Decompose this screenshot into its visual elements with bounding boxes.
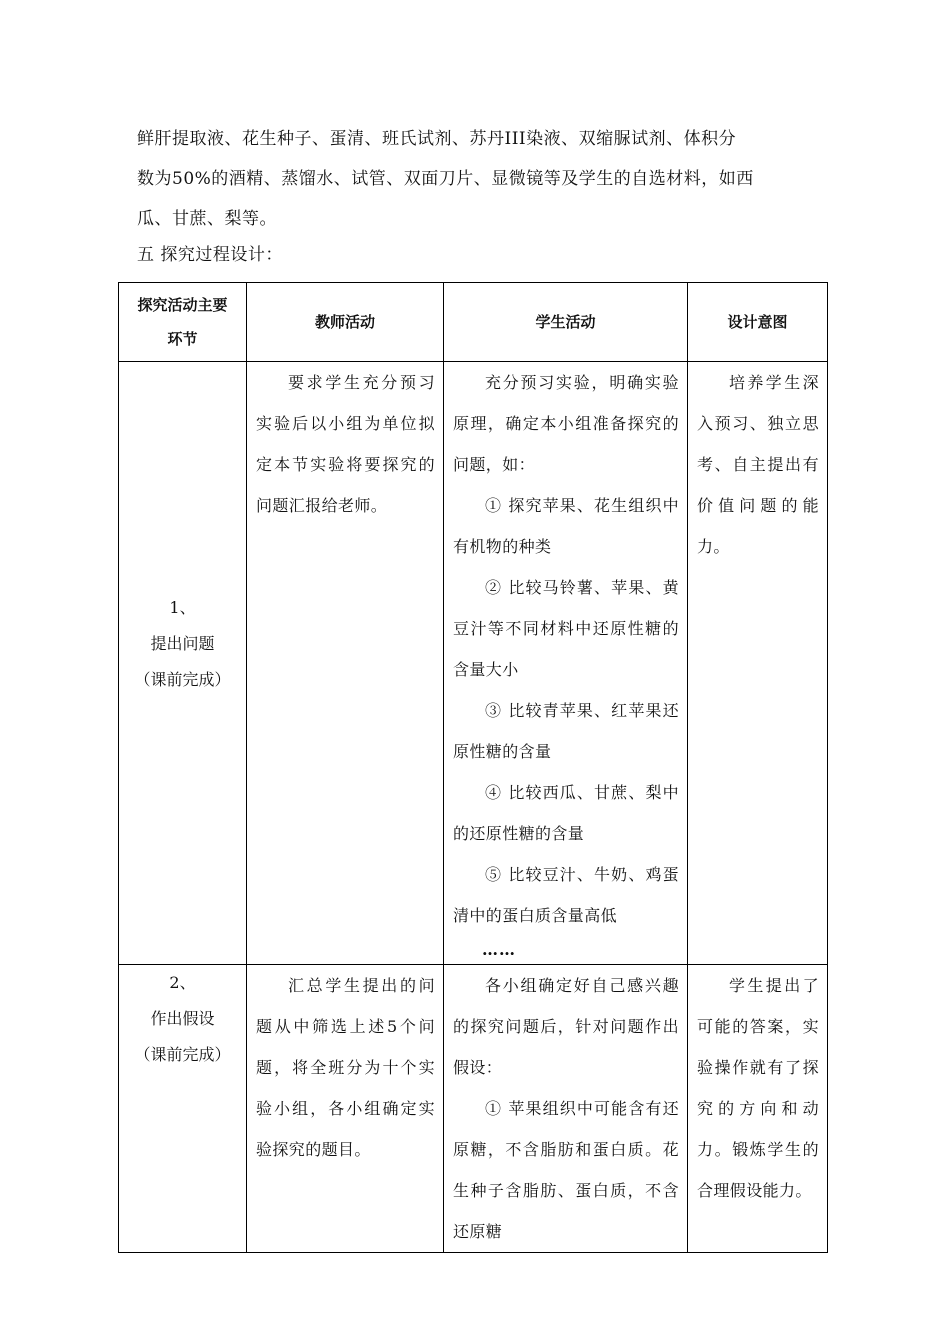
header-stage [119, 283, 247, 362]
stage-note: （课前完成） [134, 1045, 231, 1064]
teacher-activity: 汇总学生提出的问题从中筛选上述5个问题，将全班分为十个实验小组，各小组确定实验探究的题目。 [256, 976, 435, 1159]
stage-name: 作出假设 [150, 1009, 215, 1028]
student-more: …… [482, 940, 516, 959]
intent-cell [688, 965, 828, 1253]
header-intent: 设计意图 [688, 283, 828, 362]
intro-paragraph [137, 119, 827, 239]
intro-line: 瓜、甘蔗、梨等。 [137, 209, 277, 229]
stage-number: 1、 [169, 598, 196, 617]
header-student: 学生活动 [444, 283, 688, 362]
intro-line: 数为50%的酒精、蒸馏水、试管、双面刀片、显微镜等及学生的自选材料，如西 [137, 169, 754, 189]
intro-line: 鲜肝提取液、花生种子、蛋清、班氏试剂、苏丹III染液、双缩脲试剂、体积分 [137, 129, 737, 149]
student-item: ① 探究苹果、花生组织中有机物的种类 [453, 496, 679, 556]
intent-cell [688, 362, 828, 965]
student-item: ③ 比较青苹果、红苹果还原性糖的含量 [453, 701, 679, 761]
student-cell [444, 965, 688, 1253]
stage-number: 2、 [169, 973, 196, 992]
header-stage-line1: 探究活动主要 [137, 296, 228, 314]
inquiry-process-table [118, 282, 828, 1253]
student-cell [444, 362, 688, 965]
header-teacher: 教师活动 [247, 283, 444, 362]
header-stage-line2: 环节 [167, 330, 198, 348]
teacher-cell [247, 965, 444, 1253]
design-intent: 培养学生深入预习、独立思考、自主提出有价值问题的能力。 [697, 373, 819, 556]
table-header-row [119, 283, 828, 362]
table-row [119, 362, 828, 965]
stage-note: （课前完成） [134, 670, 231, 689]
teacher-cell [247, 362, 444, 965]
teacher-activity: 要求学生充分预习实验后以小组为单位拟定本节实验将要探究的问题汇报给老师。 [256, 373, 435, 515]
student-item: ⑤ 比较豆汁、牛奶、鸡蛋清中的蛋白质含量高低 [453, 865, 679, 925]
student-intro: 各小组确定好自己感兴趣的探究问题后，针对问题作出假设： [453, 976, 679, 1077]
student-intro: 充分预习实验，明确实验原理，确定本小组准备探究的问题，如： [453, 373, 679, 474]
student-item: ① 苹果组织中可能含有还原糖，不含脂肪和蛋白质。花生种子含脂肪、蛋白质，不含还原糖 [453, 1099, 679, 1241]
table-row [119, 965, 828, 1253]
student-item: ④ 比较西瓜、甘蔗、梨中的还原性糖的含量 [453, 783, 679, 843]
design-intent: 学生提出了可能的答案，实验操作就有了探究的方向和动力。锻炼学生的合理假设能力。 [697, 976, 819, 1200]
stage-cell [119, 965, 247, 1253]
section-heading: 五 探究过程设计： [137, 245, 283, 265]
stage-name: 提出问题 [150, 634, 215, 653]
student-item: ② 比较马铃薯、苹果、黄豆汁等不同材料中还原性糖的含量大小 [453, 578, 679, 679]
stage-cell [119, 362, 247, 965]
